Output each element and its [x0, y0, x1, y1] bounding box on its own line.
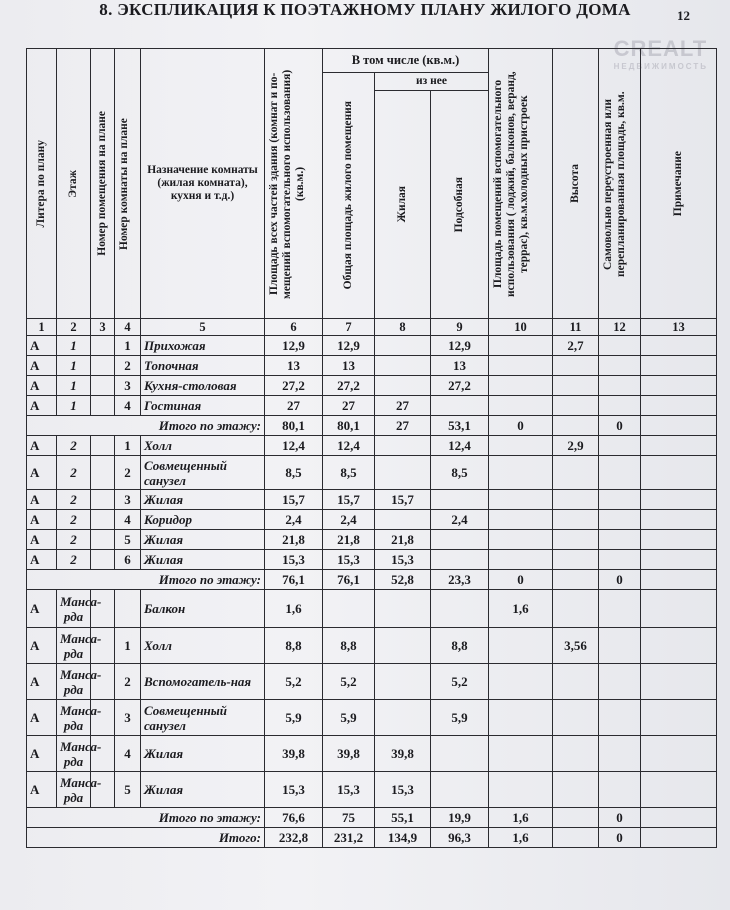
- header-litera: Литера по плану: [27, 49, 57, 319]
- header-premise-no: Номер помещения на плане: [91, 49, 115, 319]
- cell-lit: А: [27, 456, 57, 490]
- cell-total: 27: [323, 396, 375, 416]
- cell-height: [553, 664, 599, 700]
- floor2-row: [27, 490, 717, 510]
- cell-lit: А: [27, 376, 57, 396]
- cell-height: 3,56: [553, 628, 599, 664]
- cell-area: 1,6: [265, 590, 323, 628]
- cell-premise: [91, 490, 115, 510]
- cell-floor: 1: [57, 396, 91, 416]
- cell-total: 12,4: [323, 436, 375, 456]
- cell-total: 8,8: [323, 628, 375, 664]
- cell-note: [641, 436, 717, 456]
- header-area-all: Площадь всех частей здания (комнат и по-мещений вспомогательного использования) (кв.м.): [265, 49, 323, 319]
- cell-area: 8,5: [265, 456, 323, 490]
- cell-area: 13: [265, 356, 323, 376]
- cell-aux: [431, 736, 489, 772]
- cell-area: 5,2: [265, 664, 323, 700]
- cell-total: 39,8: [323, 736, 375, 772]
- cell-total: 2,4: [323, 510, 375, 530]
- floor1-row: [27, 376, 717, 396]
- cell-floor: 1: [57, 356, 91, 376]
- cell-purpose: Кухня-столовая: [141, 376, 265, 396]
- attic-total-row: Итого по этажу: 76,6 75 55,1 19,9 1,6 0: [27, 808, 717, 828]
- cell-note: [641, 590, 717, 628]
- cell-area: 15,3: [265, 550, 323, 570]
- floor2-row: [27, 436, 717, 456]
- cell-aux-area: [489, 456, 553, 490]
- cell-area: 27: [265, 396, 323, 416]
- header-of-which: из нее: [375, 73, 489, 91]
- cell-note: [641, 456, 717, 490]
- cell-total: 5,9: [323, 700, 375, 736]
- header-living: Жилая: [375, 91, 431, 319]
- cell-room: 2: [115, 356, 141, 376]
- cell-lit: А: [27, 510, 57, 530]
- cell-note: [641, 664, 717, 700]
- cell-aux: [431, 550, 489, 570]
- cell-aux: [431, 772, 489, 808]
- cell-note: [641, 772, 717, 808]
- cell-aux: [431, 490, 489, 510]
- cell-premise: [91, 356, 115, 376]
- header-room-no: Номер комнаты на плане: [115, 49, 141, 319]
- cell-purpose: Вспомогатель-ная: [141, 664, 265, 700]
- cell-living: [375, 336, 431, 356]
- cell-living: 27: [375, 396, 431, 416]
- cell-lit: А: [27, 664, 57, 700]
- cell-floor: Манса-рда: [57, 590, 91, 628]
- cell-room: 5: [115, 530, 141, 550]
- cell-total: 15,7: [323, 490, 375, 510]
- cell-floor: Манса-рда: [57, 772, 91, 808]
- cell-aux-area: [489, 628, 553, 664]
- cell-height: [553, 376, 599, 396]
- cell-area: 15,7: [265, 490, 323, 510]
- cell-living: [375, 456, 431, 490]
- cell-floor: 2: [57, 530, 91, 550]
- cell-height: [553, 772, 599, 808]
- cell-aux: 27,2: [431, 376, 489, 396]
- cell-note: [641, 510, 717, 530]
- cell-aux-area: [489, 356, 553, 376]
- cell-total: 15,3: [323, 550, 375, 570]
- cell-room: 2: [115, 456, 141, 490]
- header-aux-area: Площадь помещений вспомогательного использования ( лоджий, балконов, веранд, террас), кв.м.холодных пристроек: [489, 49, 553, 319]
- cell-living: [375, 436, 431, 456]
- cell-aux: 8,8: [431, 628, 489, 664]
- cell-lit: А: [27, 736, 57, 772]
- cell-lit: А: [27, 700, 57, 736]
- cell-note: [641, 396, 717, 416]
- cell-premise: [91, 336, 115, 356]
- cell-aux-area: [489, 736, 553, 772]
- cell-lit: А: [27, 396, 57, 416]
- cell-unauth: [599, 664, 641, 700]
- cell-unauth: [599, 590, 641, 628]
- cell-aux: [431, 396, 489, 416]
- cell-aux: [431, 590, 489, 628]
- cell-unauth: [599, 456, 641, 490]
- cell-premise: [91, 510, 115, 530]
- cell-height: [553, 590, 599, 628]
- cell-floor: 2: [57, 490, 91, 510]
- cell-floor: 2: [57, 550, 91, 570]
- cell-height: [553, 456, 599, 490]
- cell-aux-area: [489, 376, 553, 396]
- cell-lit: А: [27, 436, 57, 456]
- cell-premise: [91, 436, 115, 456]
- cell-aux: 13: [431, 356, 489, 376]
- cell-living: [375, 664, 431, 700]
- cell-total: 21,8: [323, 530, 375, 550]
- cell-purpose: Прихожая: [141, 336, 265, 356]
- attic-row: [27, 772, 717, 808]
- cell-aux: 8,5: [431, 456, 489, 490]
- cell-aux: [431, 530, 489, 550]
- cell-height: 2,7: [553, 336, 599, 356]
- cell-room: 1: [115, 436, 141, 456]
- cell-premise: [91, 550, 115, 570]
- cell-aux-area: [489, 700, 553, 736]
- header-unauthorized: Самовольно переустроенная или перепланированная площадь, кв.м.: [599, 49, 641, 319]
- attic-rows: [27, 590, 717, 808]
- grand-total-row: Итого: 232,8 231,2 134,9 96,3 1,6 0: [27, 828, 717, 848]
- cell-aux-area: [489, 490, 553, 510]
- cell-living: 15,3: [375, 550, 431, 570]
- cell-height: [553, 510, 599, 530]
- attic-row: [27, 736, 717, 772]
- header-purpose: Назначение комнаты (жилая комната), кухня и т.д.): [141, 49, 265, 319]
- cell-room: 4: [115, 736, 141, 772]
- cell-total: [323, 590, 375, 628]
- cell-area: 12,9: [265, 336, 323, 356]
- cell-floor: Манса-рда: [57, 736, 91, 772]
- cell-purpose: Жилая: [141, 530, 265, 550]
- cell-living: 21,8: [375, 530, 431, 550]
- cell-living: [375, 510, 431, 530]
- cell-area: 27,2: [265, 376, 323, 396]
- cell-area: 12,4: [265, 436, 323, 456]
- header-including: В том числе (кв.м.): [323, 49, 489, 73]
- watermark-main: CREALT: [613, 36, 708, 61]
- page-number: 12: [677, 8, 690, 23]
- cell-lit: А: [27, 590, 57, 628]
- cell-purpose: Балкон: [141, 590, 265, 628]
- cell-living: [375, 376, 431, 396]
- cell-area: 21,8: [265, 530, 323, 550]
- cell-total: 12,9: [323, 336, 375, 356]
- cell-room: 3: [115, 490, 141, 510]
- cell-unauth: [599, 376, 641, 396]
- cell-height: [553, 530, 599, 550]
- cell-aux-area: 1,6: [489, 590, 553, 628]
- cell-note: [641, 530, 717, 550]
- cell-unauth: [599, 490, 641, 510]
- cell-unauth: [599, 550, 641, 570]
- cell-lit: А: [27, 628, 57, 664]
- cell-room: 2: [115, 664, 141, 700]
- cell-total: 15,3: [323, 772, 375, 808]
- cell-lit: А: [27, 772, 57, 808]
- cell-living: [375, 628, 431, 664]
- cell-height: [553, 490, 599, 510]
- column-numbers-row: 1 2 3 4 5 6 7 8 9 10 11 12 13: [27, 319, 717, 336]
- cell-floor: Манса-рда: [57, 664, 91, 700]
- floor1-total-row: Итого по этажу: 80,1 80,1 27 53,1 0 0: [27, 416, 717, 436]
- cell-total: 27,2: [323, 376, 375, 396]
- cell-aux-area: [489, 396, 553, 416]
- cell-height: [553, 396, 599, 416]
- cell-lit: А: [27, 336, 57, 356]
- floor2-rows: [27, 436, 717, 570]
- cell-aux-area: [489, 530, 553, 550]
- header-total-living: Общая площадь жилого помещения: [323, 73, 375, 319]
- cell-note: [641, 700, 717, 736]
- cell-lit: А: [27, 356, 57, 376]
- cell-room: [115, 590, 141, 628]
- cell-note: [641, 356, 717, 376]
- floor1-row: [27, 336, 717, 356]
- header-auxiliary: Подсобная: [431, 91, 489, 319]
- cell-height: 2,9: [553, 436, 599, 456]
- cell-premise: [91, 396, 115, 416]
- cell-height: [553, 736, 599, 772]
- cell-living: [375, 700, 431, 736]
- cell-purpose: Жилая: [141, 736, 265, 772]
- floor2-total-row: Итого по этажу: 76,1 76,1 52,8 23,3 0 0: [27, 570, 717, 590]
- cell-note: [641, 736, 717, 772]
- cell-purpose: Жилая: [141, 490, 265, 510]
- cell-note: [641, 490, 717, 510]
- cell-aux: 2,4: [431, 510, 489, 530]
- cell-living: 15,3: [375, 772, 431, 808]
- cell-unauth: [599, 356, 641, 376]
- cell-unauth: [599, 700, 641, 736]
- cell-note: [641, 550, 717, 570]
- cell-floor: 1: [57, 336, 91, 356]
- attic-row: [27, 664, 717, 700]
- explication-table: [26, 48, 717, 848]
- floor2-row: [27, 550, 717, 570]
- cell-aux-area: [489, 550, 553, 570]
- floor1-row: [27, 396, 717, 416]
- floor1-row: [27, 356, 717, 376]
- cell-aux-area: [489, 772, 553, 808]
- cell-lit: А: [27, 550, 57, 570]
- cell-area: 8,8: [265, 628, 323, 664]
- cell-area: 5,9: [265, 700, 323, 736]
- attic-row: [27, 700, 717, 736]
- cell-total: 8,5: [323, 456, 375, 490]
- cell-unauth: [599, 336, 641, 356]
- cell-room: 3: [115, 376, 141, 396]
- cell-total: 5,2: [323, 664, 375, 700]
- cell-floor: Манса-рда: [57, 628, 91, 664]
- cell-area: 39,8: [265, 736, 323, 772]
- cell-aux: 5,2: [431, 664, 489, 700]
- cell-aux: 12,4: [431, 436, 489, 456]
- cell-height: [553, 356, 599, 376]
- cell-note: [641, 628, 717, 664]
- cell-unauth: [599, 396, 641, 416]
- watermark-sub: НЕДВИЖИМОСТЬ: [613, 62, 708, 71]
- cell-purpose: Холл: [141, 436, 265, 456]
- cell-total: 13: [323, 356, 375, 376]
- document-title: 8. ЭКСПЛИКАЦИЯ К ПОЭТАЖНОМУ ПЛАНУ ЖИЛОГО ДОМА: [99, 0, 631, 19]
- floor1-rows: [27, 336, 717, 416]
- cell-unauth: [599, 510, 641, 530]
- cell-living: 39,8: [375, 736, 431, 772]
- cell-room: 4: [115, 396, 141, 416]
- cell-unauth: [599, 436, 641, 456]
- cell-area: 2,4: [265, 510, 323, 530]
- cell-purpose: Жилая: [141, 550, 265, 570]
- cell-living: [375, 590, 431, 628]
- header-height: Высота: [553, 49, 599, 319]
- cell-lit: А: [27, 490, 57, 510]
- cell-purpose: Гостиная: [141, 396, 265, 416]
- cell-purpose: Совмещенный санузел: [141, 456, 265, 490]
- cell-premise: [91, 456, 115, 490]
- cell-floor: 1: [57, 376, 91, 396]
- cell-premise: [91, 530, 115, 550]
- attic-row: [27, 590, 717, 628]
- cell-unauth: [599, 628, 641, 664]
- cell-floor: 2: [57, 456, 91, 490]
- floor2-row: [27, 510, 717, 530]
- floor2-row: [27, 530, 717, 550]
- cell-purpose: Топочная: [141, 356, 265, 376]
- cell-aux-area: [489, 510, 553, 530]
- cell-height: [553, 700, 599, 736]
- cell-area: 15,3: [265, 772, 323, 808]
- cell-room: 3: [115, 700, 141, 736]
- cell-purpose: Жилая: [141, 772, 265, 808]
- cell-aux-area: [489, 336, 553, 356]
- attic-row: [27, 628, 717, 664]
- cell-aux-area: [489, 436, 553, 456]
- cell-floor: Манса-рда: [57, 700, 91, 736]
- header-floor: Этаж: [57, 49, 91, 319]
- cell-room: 4: [115, 510, 141, 530]
- cell-purpose: Холл: [141, 628, 265, 664]
- cell-floor: 2: [57, 436, 91, 456]
- cell-room: 6: [115, 550, 141, 570]
- header-note: Примечание: [641, 49, 717, 319]
- cell-unauth: [599, 736, 641, 772]
- cell-note: [641, 336, 717, 356]
- cell-lit: А: [27, 530, 57, 550]
- cell-living: [375, 356, 431, 376]
- cell-room: 1: [115, 628, 141, 664]
- cell-note: [641, 376, 717, 396]
- cell-aux-area: [489, 664, 553, 700]
- floor2-row: [27, 456, 717, 490]
- cell-room: 1: [115, 336, 141, 356]
- cell-aux: 12,9: [431, 336, 489, 356]
- cell-purpose: Совмещенный санузел: [141, 700, 265, 736]
- cell-purpose: Коридор: [141, 510, 265, 530]
- cell-room: 5: [115, 772, 141, 808]
- cell-premise: [91, 376, 115, 396]
- cell-living: 15,7: [375, 490, 431, 510]
- cell-aux: 5,9: [431, 700, 489, 736]
- cell-unauth: [599, 530, 641, 550]
- cell-height: [553, 550, 599, 570]
- cell-floor: 2: [57, 510, 91, 530]
- cell-unauth: [599, 772, 641, 808]
